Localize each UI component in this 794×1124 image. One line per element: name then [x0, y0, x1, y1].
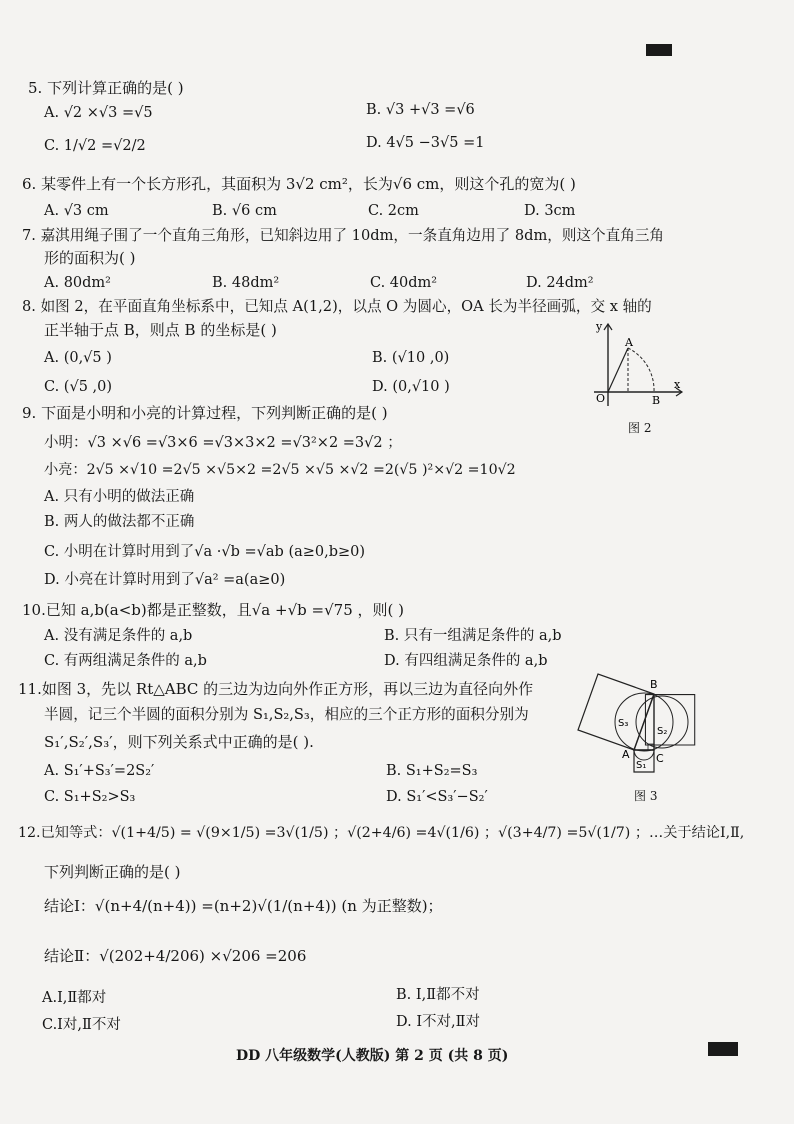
q8-option-c: C. (√5 ,0) — [44, 379, 113, 395]
q11-option-c: C. S₁+S₂>S₃ — [44, 789, 136, 805]
page-footer: DD 八年级数学(人教版) 第 2 页 (共 8 页) — [236, 1048, 509, 1064]
q7-option-b: B. 48dm² — [212, 275, 280, 291]
q10-option-d: D. 有四组满足条件的 a,b — [384, 653, 548, 669]
q6-option-b: B. √6 cm — [212, 203, 277, 219]
q8-stem-line2: 正半轴于点 B，则点 B 的坐标是( ) — [44, 321, 277, 339]
q11-stem-line3: S₁′,S₂′,S₃′，则下列关系式中正确的是( ). — [44, 733, 314, 751]
q12-conclusion-1: 结论Ⅰ：√(n+4/(n+4)) =(n+2)√(1/(n+4)) (n 为正整数)； — [44, 897, 443, 915]
q11-stem-line1: 11.如图 3，先以 Rt△ABC 的三边为边向外作正方形，再以三边为直径向外作 — [18, 680, 534, 698]
q9-option-a: A. 只有小明的做法正确 — [44, 489, 195, 505]
fig3-label-s1: S₁ — [636, 760, 647, 771]
fig2-label-a: A — [625, 336, 633, 349]
figure-3-diagram — [576, 672, 712, 784]
q10-option-c: C. 有两组满足条件的 a,b — [44, 653, 207, 669]
q10-option-b: B. 只有一组满足条件的 a,b — [384, 628, 562, 644]
q9-xiaoliang-work: 小亮：2√5 ×√10 =2√5 ×√5×2 =2√5 ×√5 ×√2 =2(√5 )²×√2 =10√2 — [44, 462, 516, 478]
q10-option-a: A. 没有满足条件的 a,b — [44, 628, 193, 644]
q7-option-d: D. 24dm² — [526, 275, 594, 291]
q9-option-b: B. 两人的做法都不正确 — [44, 514, 195, 530]
q9-stem: 9. 下面是小明和小亮的计算过程，下列判断正确的是( ) — [22, 404, 388, 422]
q8-option-a: A. (0,√5 ) — [44, 350, 112, 366]
scan-mark-top — [646, 44, 672, 56]
fig2-label-b: B — [652, 394, 661, 407]
square-on-leg-bc — [645, 695, 694, 745]
q11-option-d: D. S₁′<S₃′−S₂′ — [386, 789, 488, 805]
figure-2-diagram — [590, 318, 690, 408]
fig3-label-a: A — [622, 748, 630, 761]
q12-option-b: B. Ⅰ,Ⅱ都不对 — [396, 987, 480, 1003]
q12-stem-line2: 下列判断正确的是( ) — [44, 863, 181, 881]
q11-stem-line2: 半圆，记三个半圆的面积分别为 S₁,S₂,S₃，相应的三个正方形的面积分别为 — [44, 706, 529, 723]
q6-option-d: D. 3cm — [524, 203, 576, 219]
segment-oa — [608, 348, 628, 392]
q11-option-b: B. S₁+S₂=S₃ — [386, 763, 478, 779]
figure-2-caption: 图 2 — [628, 421, 652, 435]
fig3-label-c: C — [656, 752, 664, 765]
q6-stem: 6. 某零件上有一个长方形孔，其面积为 3√2 cm²，长为√6 cm，则这个孔的宽为( ) — [22, 175, 576, 193]
scan-mark-bottom — [708, 1042, 738, 1056]
q12-option-c: C.Ⅰ对,Ⅱ不对 — [42, 1017, 121, 1033]
q12-stem-line1: 12.已知等式：√(1+4/5) = √(9×1/5) =3√(1/5) ；√(2+4/6) =4√(1/6) ；√(3+4/7) =5√(1/7) ；…关于结论Ⅰ,Ⅱ, — [18, 825, 745, 841]
q7-stem-line1: 7. 嘉淇用绳子围了一个直角三角形，已知斜边用了 10dm，一条直角边用了 8dm，则这个直角三角 — [22, 227, 665, 244]
q9-option-c: C. 小明在计算时用到了√a ·√b =√ab (a≥0,b≥0) — [44, 544, 366, 560]
q7-stem-line2: 形的面积为( ) — [44, 249, 136, 267]
q6-option-c: C. 2cm — [368, 203, 419, 219]
q11-option-a: A. S₁′+S₃′=2S₂′ — [44, 763, 155, 779]
q5-option-a: A. √2 ×√3 =√5 — [44, 105, 153, 121]
q9-option-d: D. 小亮在计算时用到了√a² =a(a≥0) — [44, 572, 286, 588]
fig3-label-s2: S₂ — [657, 726, 668, 737]
q12-conclusion-2: 结论Ⅱ：√(202+4/206) ×√206 =206 — [44, 947, 307, 965]
q5-option-b: B. √3 +√3 =√6 — [366, 102, 475, 118]
fig3-label-b: B — [650, 678, 658, 691]
q5-option-d: D. 4√5 −3√5 =1 — [366, 135, 485, 151]
q5-option-c: C. 1/√2 =√2/2 — [44, 138, 146, 154]
q7-option-c: C. 40dm² — [370, 275, 438, 291]
figure-3-caption: 图 3 — [634, 789, 658, 803]
q12-option-d: D. Ⅰ不对,Ⅱ对 — [396, 1014, 481, 1030]
q10-stem: 10.已知 a,b(a<b)都是正整数，且√a +√b =√75 ，则( ) — [22, 601, 404, 619]
fig2-label-y: y — [596, 320, 603, 333]
arc-ab — [628, 348, 654, 392]
fig2-label-o: O — [596, 392, 606, 405]
fig2-label-x: x — [674, 378, 681, 391]
q8-option-d: D. (0,√10 ) — [372, 379, 450, 395]
q6-option-a: A. √3 cm — [44, 203, 109, 219]
q7-option-a: A. 80dm² — [44, 275, 111, 291]
right-triangle — [634, 694, 654, 750]
q9-xiaoming-work: 小明：√3 ×√6 =√3×6 =√3×3×2 =√3²×2 =3√2 ； — [44, 435, 402, 451]
fig3-label-s3: S₃ — [618, 718, 629, 729]
q12-option-a: A.Ⅰ,Ⅱ都对 — [42, 990, 107, 1006]
q8-stem-line1: 8. 如图 2，在平面直角坐标系中，已知点 A(1,2)，以点 O 为圆心，OA 长为半径画弧，交 x 轴的 — [22, 298, 652, 315]
q8-option-b: B. (√10 ,0) — [372, 350, 450, 366]
q5-stem: 5. 下列计算正确的是( ) — [28, 79, 184, 97]
